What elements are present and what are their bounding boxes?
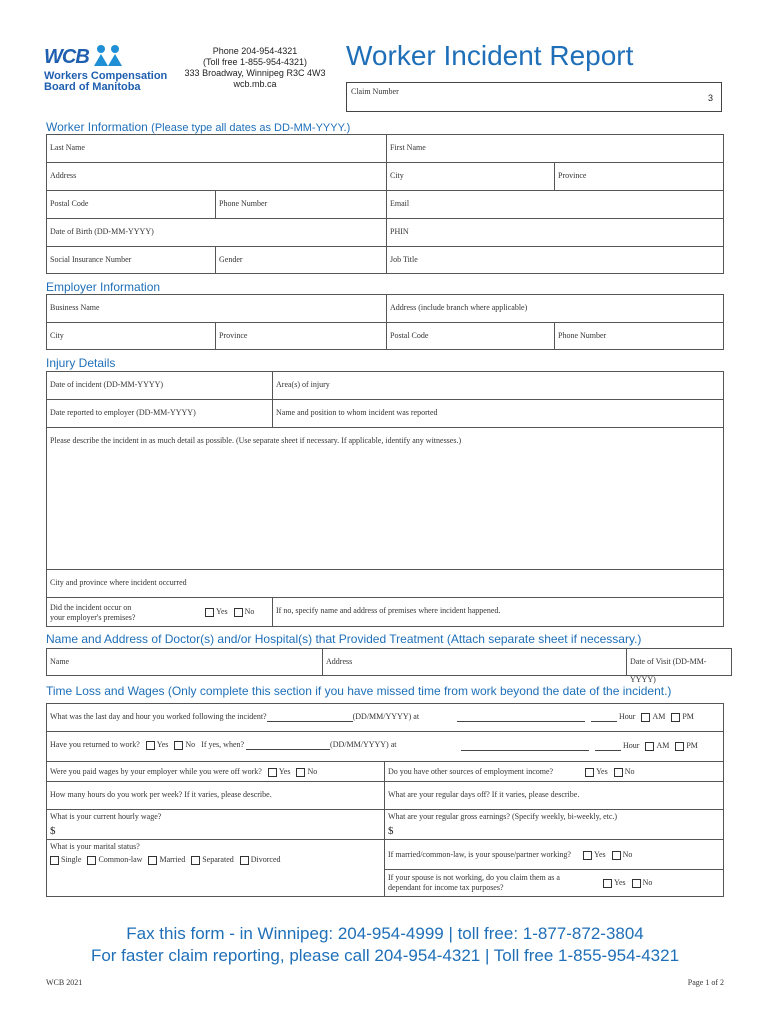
- returned-yes-label: Yes: [156, 740, 169, 749]
- other-income-yes-label: Yes: [596, 767, 608, 776]
- employer-postal-label: Postal Code: [390, 331, 429, 340]
- marital-divorced-checkbox[interactable]: [240, 856, 249, 865]
- last-day-am-checkbox[interactable]: [641, 713, 650, 722]
- gender-field[interactable]: [215, 246, 386, 274]
- return-date-input[interactable]: [246, 741, 330, 750]
- incident-description-field[interactable]: [46, 427, 724, 569]
- doctor-address-label: Address: [326, 657, 353, 666]
- employer-province-field[interactable]: [215, 322, 386, 350]
- injury-section-heading: Injury Details: [46, 356, 116, 370]
- last-day-pm-label: PM: [682, 712, 694, 721]
- employer-phone-field[interactable]: [554, 322, 724, 350]
- spouse-dependant-field: [384, 869, 724, 897]
- marital-single-label: Single: [61, 855, 82, 864]
- marital-divorced-label: Divorced: [250, 855, 281, 864]
- last-day-time-input[interactable]: [457, 713, 585, 722]
- days-off-field[interactable]: [384, 781, 724, 809]
- first-name-field[interactable]: [386, 134, 724, 162]
- premises-no-checkbox[interactable]: [234, 608, 243, 617]
- doctor-heading-text: Name and Address of Doctor(s) and/or Hospital(s) that Provided Treatment: [46, 632, 444, 646]
- paid-wages-no-checkbox[interactable]: [296, 768, 305, 777]
- sin-field[interactable]: [46, 246, 215, 274]
- hours-week-field[interactable]: [46, 781, 384, 809]
- contact-address: 333 Broadway, Winnipeg R3C 4W3: [184, 68, 326, 78]
- claim-number-box[interactable]: [346, 82, 722, 112]
- postal-code-label: Postal Code: [50, 199, 89, 208]
- business-name-field[interactable]: [46, 294, 386, 322]
- employer-city-field[interactable]: [46, 322, 215, 350]
- days-off-label: What are your regular days off? If it varies, please describe.: [388, 790, 580, 799]
- employer-address-label: Address (include branch where applicable): [390, 303, 528, 312]
- phone-field[interactable]: [215, 190, 386, 218]
- postal-code-field[interactable]: [46, 190, 215, 218]
- phin-label: PHIN: [390, 227, 409, 236]
- spouse-dependant-no-label: No: [642, 878, 653, 887]
- page-title: Worker Incident Report: [346, 40, 634, 71]
- employer-postal-field[interactable]: [386, 322, 554, 350]
- contact-phone: Phone 204-954-4321: [212, 46, 298, 56]
- hourly-wage-label: What is your current hourly wage?: [50, 812, 162, 821]
- spouse-working-yes-label: Yes: [593, 850, 606, 859]
- visit-date-label: Date of Visit (DD-MM-YYYY): [630, 657, 707, 684]
- visit-date-field[interactable]: [626, 648, 732, 684]
- returned-no-checkbox[interactable]: [174, 741, 183, 750]
- email-field[interactable]: [386, 190, 724, 218]
- returned-yes-checkbox[interactable]: [146, 741, 155, 750]
- spouse-dependant-no-checkbox[interactable]: [632, 879, 641, 888]
- gross-earnings-field[interactable]: [384, 809, 724, 839]
- other-income-field: [384, 761, 724, 781]
- city-field[interactable]: [386, 162, 554, 190]
- incident-description-label: Please describe the incident in as much detail as possible. (Use separate sheet if necessary. If applicable, identify any witnesses.): [50, 436, 462, 445]
- gross-earnings-dollar: $: [388, 825, 394, 837]
- return-am-checkbox[interactable]: [645, 742, 654, 751]
- gross-earnings-label: What are your regular gross earnings? (Specify weekly, bi-weekly, etc.): [388, 812, 618, 821]
- spouse-working-no-checkbox[interactable]: [612, 851, 621, 860]
- incident-date-label: Date of incident (DD-MM-YYYY): [50, 380, 164, 389]
- wcb-people-icon: [92, 44, 126, 68]
- logo-wordmark: WCB: [44, 46, 89, 68]
- marital-commonlaw-checkbox[interactable]: [87, 856, 96, 865]
- page-number: Page 1 of 2: [687, 978, 724, 987]
- return-time-input[interactable]: [461, 742, 589, 751]
- spouse-working-question: If married/common-law, is your spouse/partner working?: [388, 850, 571, 859]
- doctor-section-heading: [46, 632, 641, 646]
- last-day-format: (DD/MM/YYYY) at: [352, 712, 420, 721]
- contact-block: [180, 46, 330, 90]
- job-title-label: Job Title: [390, 255, 418, 264]
- date-reported-label: Date reported to employer (DD-MM-YYYY): [50, 408, 196, 417]
- marital-separated-label: Separated: [202, 855, 234, 864]
- dob-label: Date of Birth (DD-MM-YYYY): [50, 227, 154, 236]
- email-label: Email: [390, 199, 410, 208]
- other-income-no-checkbox[interactable]: [614, 768, 623, 777]
- spouse-working-field: [384, 839, 724, 869]
- wcb-logo: [44, 44, 168, 94]
- last-name-field[interactable]: [46, 134, 386, 162]
- province-field[interactable]: [554, 162, 724, 190]
- on-premises-field: [46, 597, 272, 627]
- province-label: Province: [558, 171, 587, 180]
- last-day-pm-checkbox[interactable]: [671, 713, 680, 722]
- other-income-question: Do you have other sources of employment income?: [388, 767, 554, 776]
- employer-section-heading: Employer Information: [46, 280, 161, 294]
- gender-label: Gender: [219, 255, 243, 264]
- job-title-field[interactable]: [386, 246, 724, 274]
- contact-tollfree: (Toll free 1-855-954-4321): [202, 57, 308, 67]
- business-name-label: Business Name: [50, 303, 100, 312]
- spouse-dependant-yes-checkbox[interactable]: [603, 879, 612, 888]
- timeloss-section-heading: [46, 684, 671, 698]
- return-date-format: (DD/MM/YYYY) at: [330, 740, 397, 749]
- last-day-hour-input[interactable]: [591, 713, 617, 722]
- worker-heading-note: (Please type all dates as DD-MM-YYYY.): [151, 122, 351, 134]
- injury-areas-field[interactable]: [272, 371, 724, 399]
- last-day-am-label: AM: [652, 712, 666, 721]
- reported-to-field[interactable]: [272, 399, 724, 427]
- other-income-yes-checkbox[interactable]: [585, 768, 594, 777]
- claim-number-label: Claim Number: [351, 87, 399, 96]
- doctor-name-label: Name: [50, 657, 70, 666]
- paid-wages-yes-checkbox[interactable]: [268, 768, 277, 777]
- last-day-date-input[interactable]: [267, 713, 353, 722]
- other-income-no-label: No: [624, 767, 635, 776]
- date-reported-field[interactable]: [46, 399, 272, 427]
- marital-married-label: Married: [159, 855, 186, 864]
- first-name-label: First Name: [390, 143, 426, 152]
- paid-wages-no-label: No: [307, 767, 318, 776]
- claim-number-value: 3: [707, 93, 713, 103]
- returned-to-work-row: [46, 731, 724, 761]
- marital-married-checkbox[interactable]: [148, 856, 157, 865]
- form-code: WCB 2021: [46, 978, 83, 987]
- doctor-heading-note: (Attach separate sheet if necessary.): [446, 632, 642, 646]
- marital-commonlaw-label: Common-law: [98, 855, 143, 864]
- last-day-hour-label: Hour: [619, 712, 636, 721]
- sin-label: Social Insurance Number: [50, 255, 132, 264]
- address-label: Address: [50, 171, 77, 180]
- paid-wages-question: Were you paid wages by your employer while you were off work?: [50, 767, 262, 776]
- phin-field[interactable]: [386, 218, 724, 246]
- phone-instructions: For faster claim reporting, please call 204-954-4321 | Toll free 1-855-954-4321: [90, 946, 680, 965]
- city-label: City: [390, 171, 404, 180]
- premises-detail-label: If no, specify name and address of premises where incident happened.: [276, 606, 501, 615]
- marital-separated-checkbox[interactable]: [191, 856, 200, 865]
- doctor-address-field[interactable]: [322, 648, 626, 676]
- premises-yes-checkbox[interactable]: [205, 608, 214, 617]
- incident-date-field[interactable]: [46, 371, 272, 399]
- premises-detail-field[interactable]: [272, 597, 724, 627]
- last-day-question: What was the last day and hour you worked following the incident?: [50, 712, 267, 721]
- return-when-label: If yes, when?: [201, 740, 245, 749]
- incident-location-field[interactable]: [46, 569, 724, 597]
- worker-heading-text: Worker Information: [46, 120, 148, 134]
- blank-left-cell: [46, 869, 384, 897]
- spouse-dependant-question-line1: If your spouse is not working, do you claim them as a: [388, 873, 560, 882]
- paid-wages-field: [46, 761, 384, 781]
- contact-web: wcb.mb.ca: [233, 79, 277, 89]
- employer-city-label: City: [50, 331, 64, 340]
- return-pm-label: PM: [686, 741, 698, 750]
- returned-no-label: No: [185, 740, 196, 749]
- marital-status-label: What is your marital status?: [50, 842, 140, 851]
- premises-yes-label: Yes: [216, 607, 228, 616]
- address-field[interactable]: [46, 162, 386, 190]
- last-name-label: Last Name: [50, 143, 85, 152]
- hourly-wage-field[interactable]: [46, 809, 384, 839]
- doctor-name-field[interactable]: [46, 648, 322, 676]
- injury-areas-label: Area(s) of injury: [276, 380, 330, 389]
- spouse-dependant-question-line2: dependant for income tax purposes?: [388, 883, 504, 892]
- logo-org-line1: Workers Compensation: [44, 70, 168, 82]
- employer-phone-label: Phone Number: [558, 331, 607, 340]
- phone-label: Phone Number: [219, 199, 268, 208]
- return-hour-input[interactable]: [595, 742, 621, 751]
- logo-org-line2: Board of Manitoba: [44, 81, 141, 93]
- employer-province-label: Province: [219, 331, 248, 340]
- paid-wages-yes-label: Yes: [278, 767, 291, 776]
- return-hour-label: Hour: [623, 741, 640, 750]
- premises-no-label: No: [244, 607, 255, 616]
- returned-question: Have you returned to work?: [50, 740, 140, 749]
- reported-to-label: Name and position to whom incident was reported: [276, 408, 438, 417]
- spouse-working-no-label: No: [622, 850, 633, 859]
- timeloss-heading-text: Time Loss and Wages: [46, 684, 165, 698]
- incident-location-label: City and province where incident occurred: [50, 578, 187, 587]
- marital-status-field: [46, 839, 384, 869]
- return-am-label: AM: [656, 741, 670, 750]
- worker-section-heading: [46, 120, 350, 134]
- dob-field[interactable]: [46, 218, 386, 246]
- on-premises-question-line1: Did the incident occur on: [50, 603, 132, 612]
- marital-single-checkbox[interactable]: [50, 856, 59, 865]
- return-pm-checkbox[interactable]: [675, 742, 684, 751]
- spouse-working-yes-checkbox[interactable]: [583, 851, 592, 860]
- employer-address-field[interactable]: [386, 294, 724, 322]
- hourly-wage-dollar: $: [50, 825, 56, 837]
- hours-week-label: How many hours do you work per week? If it varies, please describe.: [50, 790, 272, 799]
- last-day-worked-row: [46, 703, 724, 731]
- on-premises-question-line2: your employer's premises?: [50, 613, 136, 622]
- spouse-dependant-yes-label: Yes: [614, 878, 626, 887]
- fax-instructions: Fax this form - in Winnipeg: 204-954-4999 | toll free: 1-877-872-3804: [126, 924, 644, 943]
- timeloss-heading-note: (Only complete this section if you have missed time from work beyond the date of the incident.): [167, 684, 672, 698]
